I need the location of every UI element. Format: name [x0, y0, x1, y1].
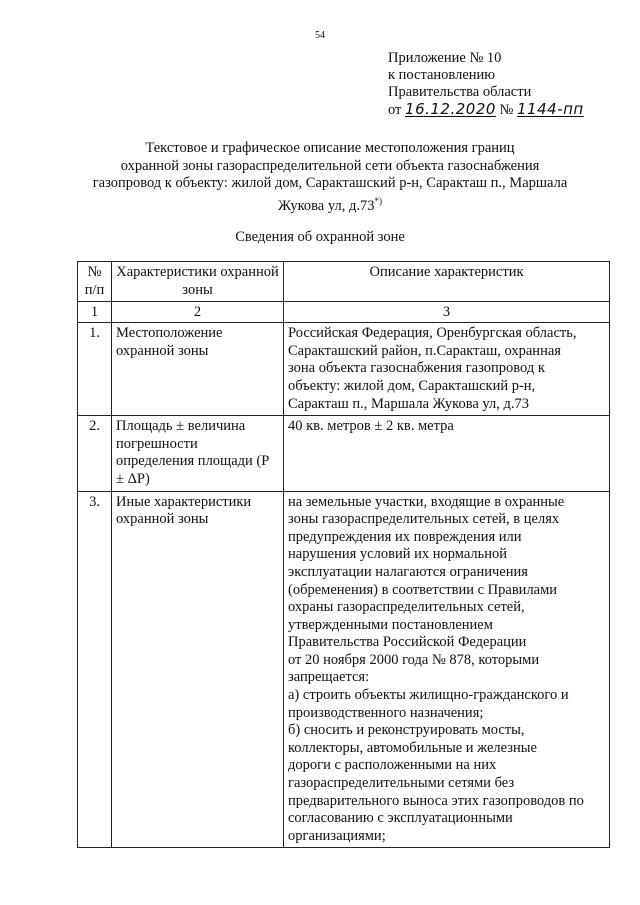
handwritten-number: 1144-пп: [517, 100, 584, 118]
description-line: а) строить объекты жилищно-гражданского и: [288, 687, 569, 704]
description-line: предупреждения их повреждения или: [288, 528, 522, 545]
title-line-4: [60, 193, 600, 215]
description-line: (обременения) в соответствии с Правилами: [288, 581, 558, 598]
description-line: б) сносить и реконструировать мосты,: [288, 722, 525, 739]
appendix-block: [388, 50, 584, 119]
row-characteristic: Площадь ± величина погрешности определения площади (P ± ΔP): [112, 416, 284, 491]
row-description: [284, 323, 610, 416]
appendix-date-line: [388, 101, 584, 119]
header-description: Описание характеристик: [284, 262, 610, 302]
appendix-line-1: Приложение № 10: [388, 50, 502, 66]
description-line: Саракташ п., Маршала Жукова ул, д.73: [288, 395, 530, 412]
description-line: газораспределительными сетями без: [288, 775, 515, 792]
number-prefix: №: [499, 102, 514, 118]
row-characteristic: Иные характеристики охранной зоны: [112, 491, 284, 848]
column-number-1: 1: [78, 302, 112, 323]
page-number: 54: [315, 30, 325, 41]
description-line: нарушения условий их нормальной: [288, 546, 508, 563]
appendix-line-3: Правительства области: [388, 84, 532, 100]
row-number: 2.: [78, 416, 112, 491]
title-line-2: охранной зоны газораспределительной сети объекта газоснабжения: [120, 157, 540, 174]
description-line: охраны газораспределительных сетей,: [288, 599, 525, 616]
row-description: [284, 491, 610, 848]
column-number-2: 2: [112, 302, 284, 323]
description-line: от 20 ноября 2000 года № 878, которыми: [288, 651, 540, 668]
row-number: 1.: [78, 323, 112, 416]
table-row: [78, 323, 610, 416]
handwritten-date: 16.12.2020: [405, 100, 496, 118]
table-row: [78, 416, 610, 491]
appendix-line-2: к постановлению: [388, 67, 496, 83]
description-line: эксплуатации налагаются ограничения: [288, 563, 528, 580]
description-line: объекту: жилой дом, Саракташский р-н,: [288, 377, 536, 394]
column-number-row: [78, 302, 610, 323]
header-num: № п/п: [78, 262, 112, 302]
row-characteristic: Местоположение охранной зоны: [112, 323, 284, 416]
section-title: Сведения об охранной зоне: [235, 229, 405, 245]
description-line: согласованию с эксплуатационными: [288, 810, 513, 827]
description-line: утвержденными постановлением: [288, 616, 493, 633]
footnote-mark: *): [374, 195, 382, 206]
table-row: [78, 491, 610, 848]
document-title: [60, 140, 600, 215]
description-line: Правительства Российской Федерации: [288, 634, 527, 651]
protection-zone-table: [77, 261, 610, 848]
description-line: Российская Федерация, Оренбургская область,: [288, 325, 577, 342]
description-line: на земельные участки, входящие в охранные: [288, 493, 565, 510]
title-line-3: газопровод к объекту: жилой дом, Саракташский р-н, Саракташ п., Маршала: [92, 175, 568, 191]
header-characteristic: Характеристики охранной зоны: [112, 262, 284, 302]
description-line: производственного назначения;: [288, 704, 484, 721]
description-line: запрещается:: [288, 669, 370, 686]
row-description: [284, 416, 610, 491]
column-number-3: 3: [284, 302, 610, 323]
description-line: дороги с расположенными на них: [288, 757, 497, 774]
description-line: зоны газораспределительных сетей, в целях: [288, 511, 560, 528]
title-line-1: Текстовое и графическое описание местоположения границ: [145, 140, 515, 156]
table-header-row: [78, 262, 610, 302]
date-prefix: от: [388, 102, 402, 118]
description-line: коллекторы, автомобильные и железные: [288, 739, 537, 756]
description-line: зона объекта газоснабжения газопровод к: [288, 360, 545, 377]
description-line: 40 кв. метров ± 2 кв. метра: [288, 418, 454, 435]
row-number: 3.: [78, 491, 112, 848]
description-line: Саракташский район, п.Саракташ, охранная: [288, 342, 561, 359]
title-line-4-text: Жукова ул, д.73: [278, 197, 375, 214]
description-line: предварительного выноса этих газопроводов по: [288, 792, 584, 809]
description-line: организациями;: [288, 827, 386, 844]
